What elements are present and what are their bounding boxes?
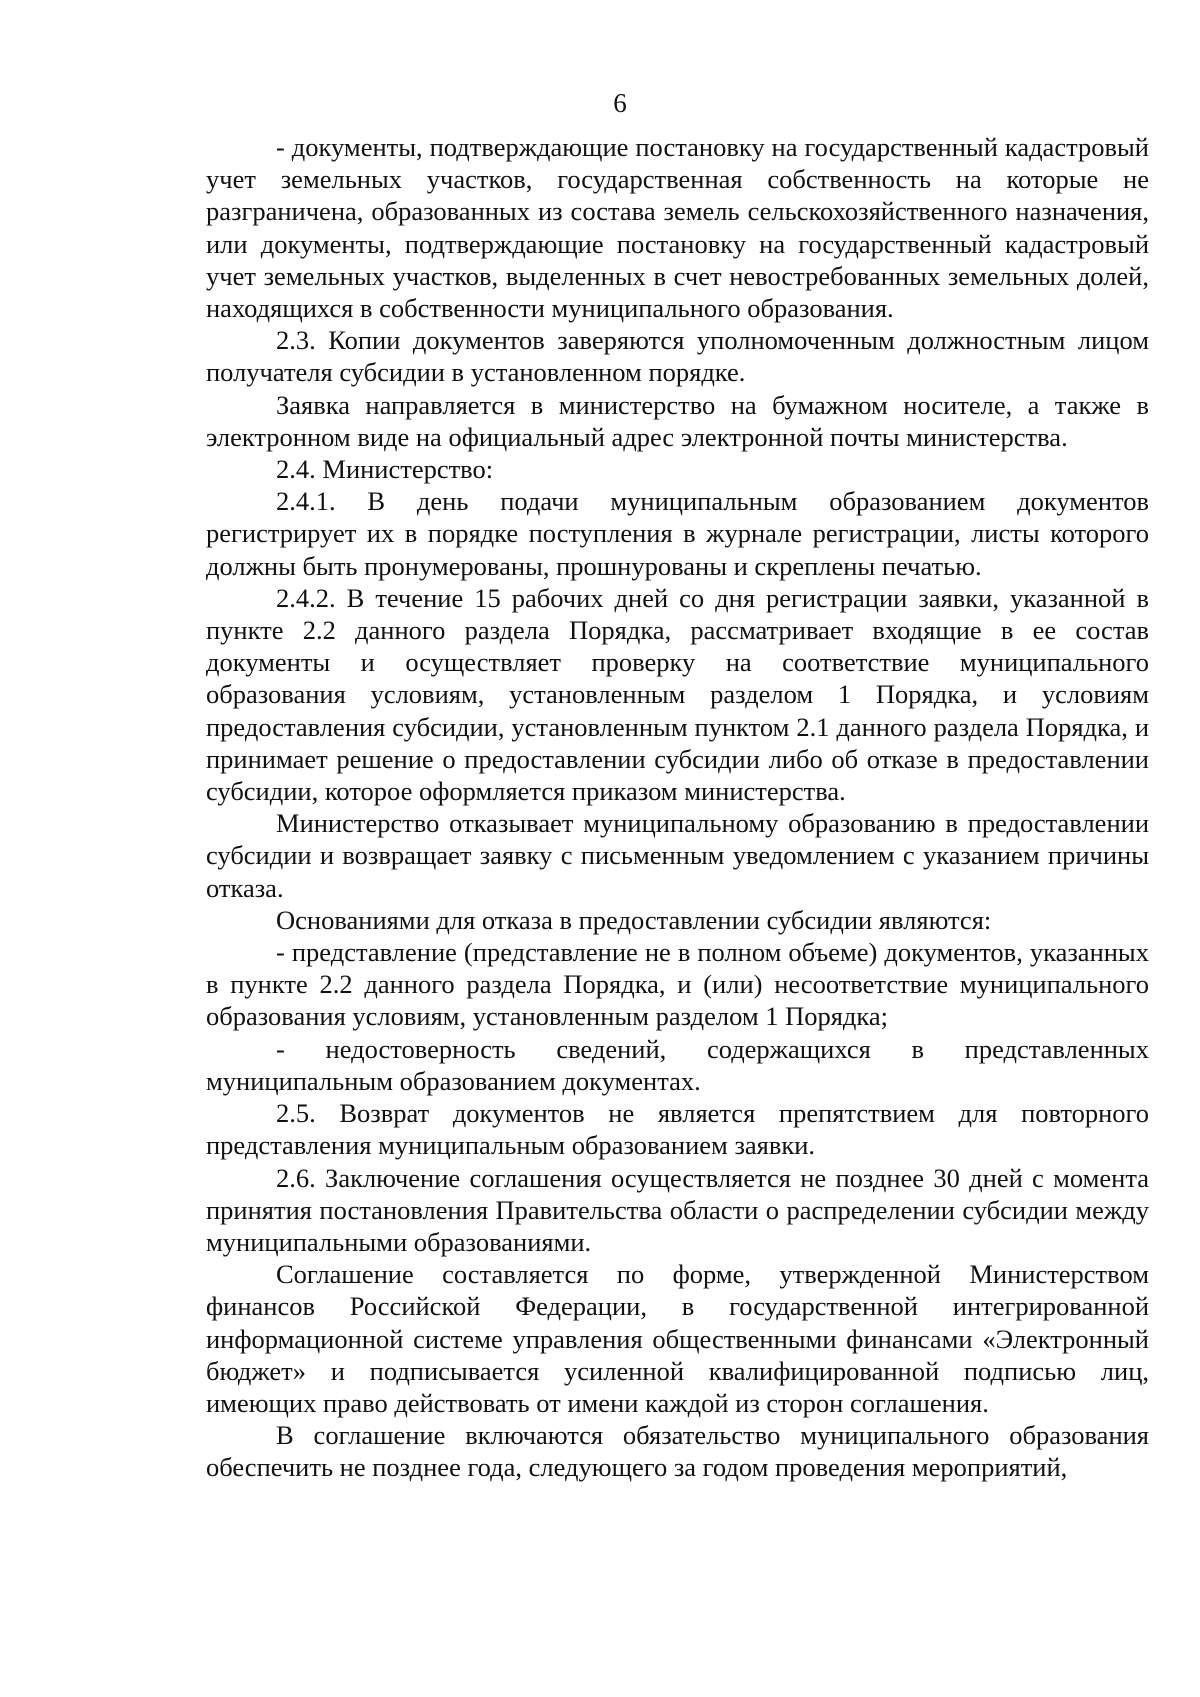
paragraph-2-4: 2.4. Министерство: [276, 454, 494, 485]
paragraph-2-5: 2.5. Возврат документов не является препятствием для повторного представления муниципальным образованием заявки. [206, 1098, 1149, 1161]
document-body [206, 131, 1149, 1484]
paragraph-2-3: 2.3. Копии документов заверяются уполномоченным должностным лицом получателя субсидии в установленном порядке. [206, 325, 1149, 388]
page-number: 6 [613, 88, 627, 118]
paragraph-2-4-2: 2.4.2. В течение 15 рабочих дней со дня регистрации заявки, указанной в пункте 2.2 данного раздела Порядка, рассматривает входящие в ее состав документы и осуществляет проверку на соответствие муниципального образования условиям, установленным разделом 1 Порядка, и условиям предоставления субсидии, установленным пунктом 2.1 данного раздела Порядка, и принимает решение о предоставлении субсидии либо об отказе в предоставлении субсидии, которое оформляется приказом министерства. [206, 582, 1149, 807]
paragraph-agreement-obligations: В соглашение включаются обязательство муниципального образования обеспечить не позднее года, следующего за годом проведения мероприятий, [206, 1420, 1149, 1483]
paragraph-refusal: Министерство отказывает муниципальному образованию в предоставлении субсидии и возвращает заявку с письменным уведомлением с указанием причины отказа. [206, 808, 1149, 903]
paragraph-refusal-ground-2: - недостоверность сведений, содержащихся в представленных муниципальным образованием документах. [206, 1033, 1149, 1096]
paragraph-agreement-form: Соглашение составляется по форме, утвержденной Министерством финансов Российской Федерации, в государственной интегрированной информационной системе управления общественными финансами «Электронный бюджет» и подписывается усиленной квалифицированной подписью лиц, имеющих право действовать от имени каждой из сторон соглашения. [206, 1259, 1149, 1418]
paragraph-cadastral-documents: - документы, подтверждающие постановку на государственный кадастровый учет земельных участков, государственная собственность на которые не разграничена, образованных из состава земель сельскохозяйственного назначения, или документы, подтверждающие постановку на государственный кадастровый учет земельных участков, выделенных в счет невостребованных земельных долей, находящихся в собственности муниципального образования. [206, 132, 1149, 324]
paragraph-refusal-grounds: Основаниями для отказа в предоставлении субсидии являются: [276, 904, 992, 935]
paragraph-2-4-1: 2.4.1. В день подачи муниципальным образованием документов регистрирует их в порядке поступления в журнале регистрации, листы которого должны быть пронумерованы, прошнурованы и скреплены печатью. [206, 486, 1149, 581]
paragraph-application-submission: Заявка направляется в министерство на бумажном носителе, а также в электронном виде на официальный адрес электронной почты министерства. [206, 389, 1149, 452]
paragraph-2-6: 2.6. Заключение соглашения осуществляется не позднее 30 дней с момента принятия постановления Правительства области о распределении субсидии между муниципальными образованиями. [206, 1162, 1149, 1257]
paragraph-refusal-ground-1: - представление (представление не в полном объеме) документов, указанных в пункте 2.2 данного раздела Порядка, и (или) несоответствие муниципального образования условиям, установленным разделом 1 Порядка; [206, 937, 1149, 1032]
